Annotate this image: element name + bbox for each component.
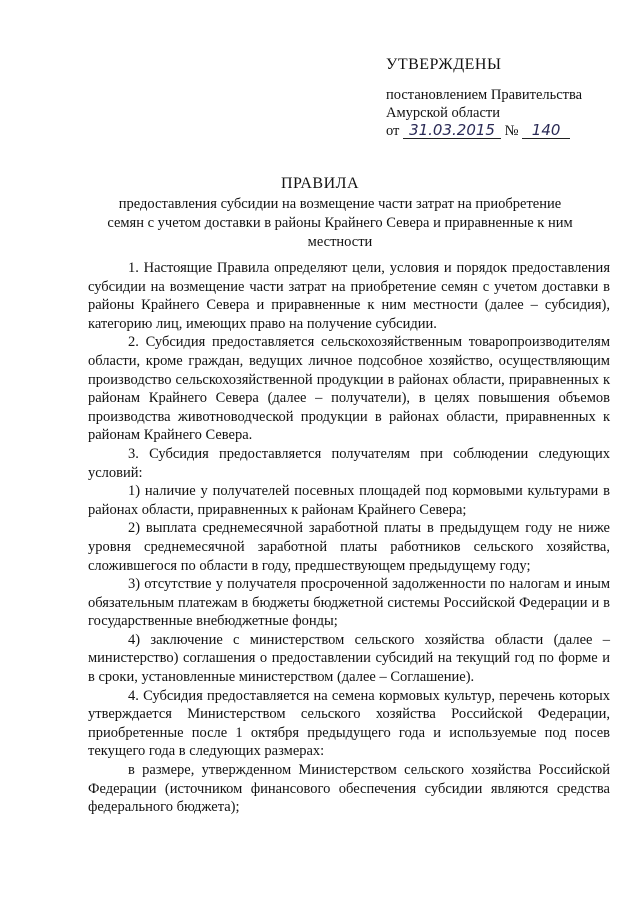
condition-4: 4) заключение с министерством сельского хозяйства области (далее – министерство) соглашения о предоставлении субсидий на текущий год по форме и в сроки, установленные министерством (далее – Соглашение). [88, 631, 610, 686]
approval-title: УТВЕРЖДЕНЫ [386, 56, 502, 73]
date-prefix: от [386, 123, 400, 139]
paragraph-4-item: в размере, утвержденном Министерством сельского хозяйства Российской Федерации (источником финансового обеспечения субсидии являются средства федерального бюджета); [88, 762, 610, 816]
paragraph-1: 1. Настоящие Правила определяют цели, условия и порядок предоставления субсидии на возмещение части затрат на приобретение семян с учетом доставки в районы Крайнего Севера и приравненные к ним местности (далее – субсидия), категорию лиц, имеющих право на получение субсидии. [88, 260, 610, 332]
approval-date-row [386, 122, 616, 140]
condition-3: 3) отсутствие у получателя просроченной задолженности по налогам и иным обязательным платежам в бюджеты бюджетной системы Российской Федерации и в государственные внебюджетные фонды; [88, 576, 610, 630]
condition-1: 1) наличие у получателей посевных площадей под кормовыми культурами в районах области, приравненных к районам Крайнего Севера; [88, 483, 610, 518]
document-subtitle: предоставления субсидии на возмещение части затрат на приобретение семян с учетом доставки в районы Крайнего Севера и приравненные к ним местности [107, 196, 573, 250]
document-title: ПРАВИЛА [280, 175, 360, 192]
document-body [88, 259, 610, 817]
approval-line-1: постановлением Правительства [386, 87, 583, 103]
approval-block [386, 56, 616, 140]
condition-2: 2) выплата среднемесячной заработной платы в предыдущем году не ниже уровня среднемесячной заработной платы работников сельского хозяйства, сложившегося по области в году, предшествующем предыдущему году; [88, 520, 610, 574]
paragraph-3: 3. Субсидия предоставляется получателям при соблюдении следующих условий: [88, 445, 610, 481]
handwritten-date: 31.03.2015 [403, 122, 501, 139]
paragraph-2: 2. Субсидия предоставляется сельскохозяйственным товаропроизводителям области, кроме граждан, ведущих личное подсобное хозяйство, осуществляющим производство сельскохозяйственной продукции в районах области, приравненных к районам Крайнего Севера (далее – получатели), в целях повышения объемов производства животноводческой продукции в районах области, приравненных к районам Крайнего Севера. [88, 334, 610, 444]
paragraph-4: 4. Субсидия предоставляется на семена кормовых культур, перечень которых утверждается Министерством сельского хозяйства Российской Федерации, приобретенные после 1 октября предыдущего года и используемые под посев текущего года в следующих размерах: [88, 687, 610, 760]
handwritten-number: 140 [522, 122, 570, 139]
number-sign: № [504, 123, 519, 139]
approval-line-2: Амурской области [386, 105, 500, 121]
